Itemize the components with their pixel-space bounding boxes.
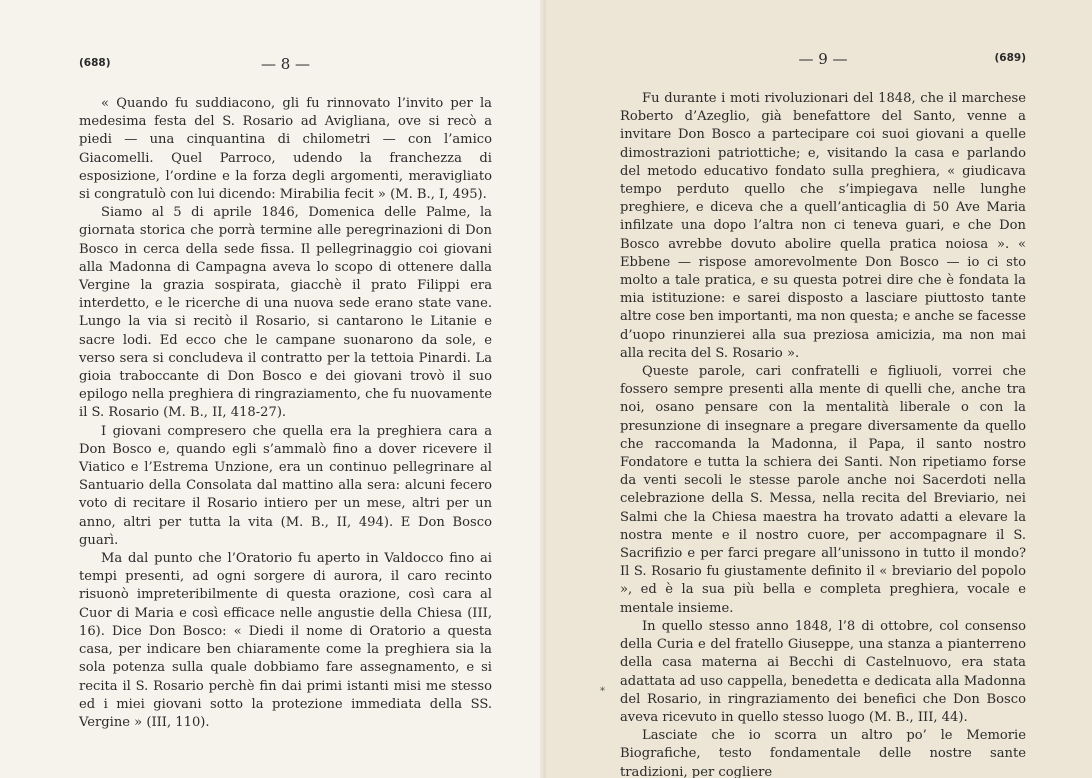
right-paragraph-1: Fu durante i moti rivoluzionari del 1848, che il marchese Roberto d’Azeglio, già benefattore del Santo, venne a invitare Don Bosco a partecipare coi suoi giovani a quelle dimostrazioni patriottiche; e, visitando la casa e parlando del metodo educativo fondato sulla preghiera, « giudicava tempo perduto quello che s’impiegava nelle lunghe preghiere, e diceva che a quell’anticaglia di 50 Ave Maria infilzate una dopo l’altra non ci teneva guari, e che Don Bosco avrebbe dovuto abolire quella pratica noiosa ». « Ebbene — rispose amorevolmente Don Bosco — io ci sto molto a tale pratica, e su questa potrei dire che è fondata la mia istituzione: e sarei disposto a lasciare piuttosto tante altre cose ben importanti, ma non questa; e anche se facesse d’uopo rinunzierei alla sua preziosa amicizia, ma non mai alla recita del S. Rosario ». (620, 91, 1027, 361)
right-paragraph-3: In quello stesso anno 1848, l’8 di ottobre, col consenso della Curia e del fratello Giuseppe, una stanza a pianterreno della casa materna ai Becchi di Castelnuovo, era stata adattata ad uso cappella, benedetta e dedicata alla Madonna del Rosario, in ringraziamento dei benefici che Don Bosco aveva ricevuto in quello stesso luogo (M. B., III, 44). (620, 618, 1026, 725)
left-paragraph-2: Siamo al 5 di aprile 1846, Domenica delle Palme, la giornata storica che porrà termine alle peregrinazioni di Don Bosco in cerca della sede fissa. Il pellegrinaggio coi giovani alla Madonna di Campagna aveva lo scopo di ottenere dalla Vergine la grazia sospirata, giacchè il prato Filippi era interdetto, e le ricerche di una nuova sede erano state vane. Lungo la via si recitò il Rosario, si cantarono le Litanie e sacre lodi. Ed ecco che le campane suonarono da sole, e verso sera si concludeva il contratto per la tettoia Pinardi. La gioia traboccante di Don Bosco e dei giovani trovò il suo epilogo nella preghiera di ringraziamento, che fu nuovamente il S. Rosario (M. B., II, 418-27). (79, 205, 492, 421)
left-paragraph-1: « Quando fu suddiacono, gli fu rinnovato l’invito per la medesima festa del S. Rosario ad Avigliana, ove si recò a piedi — una cinquantina di chilometri — con l’amico Giacomelli. Quel Parroco, udendo la franchezza di esposizione, l’ordine e la forza degli argomenti, meravigliato si congratulò con lui dicendo: Mirabilia fecit » (M. B., I, 495). (79, 96, 492, 203)
right-page-number: (689) (994, 52, 1026, 64)
right-paragraph-4: Lasciate che io scorra un altro po’ le Memorie Biografiche, testo fondamentale delle nostre sante tradizioni, per cogliere (620, 728, 1026, 778)
left-page-folio: — 8 — (260, 55, 311, 73)
right-page (546, 0, 1092, 778)
left-paragraph-4: Ma dal punto che l’Oratorio fu aperto in Valdocco fino ai tempi presenti, ad ogni sorgere di aurora, il caro recinto risuonò impreteribilmente di questa orazione, così cara al Cuor di Maria e così efficace nelle angustie della Chiesa (III, 16). Dice Don Bosco: « Diedi il nome di Oratorio a questa casa, per indicare ben chiaramente come la preghiera sia la sola potenza sulla quale dobbiamo fare assegnamento, e si recita il S. Rosario perchè fin dai primi istanti misi me stesso ed i miei giovani sotto la protezione immediata della SS. Vergine » (III, 110). (79, 551, 492, 730)
left-paragraph-3: I giovani compresero che quella era la preghiera cara a Don Bosco e, quando egli s’ammalò fino a dover ricevere il Viatico e l’Estrema Unzione, era un continuo pellegrinare al Santuario della Consolata dal mattino alla sera: alcuni fecero voto di recitare il Rosario intiero per un mese, altri per un anno, altri per tutta la vita (M. B., II, 494). E Don Bosco guarì. (79, 423, 492, 548)
left-page-header (79, 55, 492, 81)
right-page-folio: — 9 — (798, 50, 848, 68)
right-page-header (620, 50, 1026, 76)
left-page-body (79, 95, 492, 732)
right-paragraph-2: Queste parole, cari confratelli e figliuoli, vorrei che fossero sempre presenti alla mente di quelli che, anche tra noi, osano pensare con la mentalità liberale o con la presunzione di insegnare a pregare diversamente da quello che raccomanda la Madonna, il Papa, il santo nostro Fondatore e tutta la schiera dei Santi. Non ripetiamo forse da venti secoli le stesse parole anche noi Sacerdoti nella celebrazione della S. Messa, nella recita del Breviario, nei Salmi che la Chiesa maestra ha trovato adatti a elevare la nostra mente e il nostro cuore, per accompagnare il S. Sacrifizio e per farci pregare all’unissono in tutto il mondo? Il S. Rosario fu giustamente definito il « breviario del popolo », ed è la sua più bella e completa preghiera, vocale e mentale insieme. (620, 364, 1026, 616)
left-page-number: (688) (79, 57, 111, 69)
footer-mark: * (600, 686, 605, 697)
right-page-body (620, 90, 1026, 778)
